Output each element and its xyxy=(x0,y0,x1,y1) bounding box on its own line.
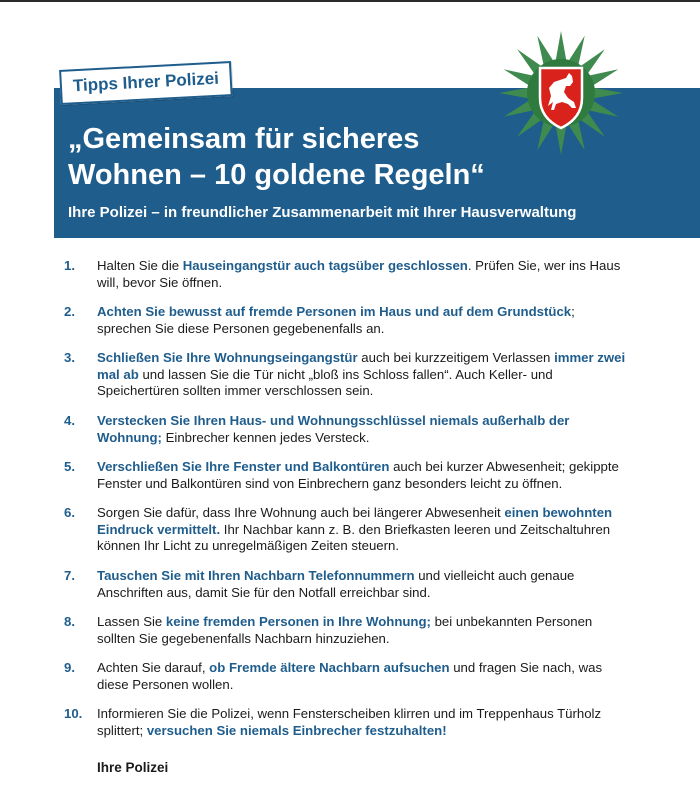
rule-highlight: keine fremden Personen in Ihre Wohnung; xyxy=(165,614,431,629)
rule-plain: und fragen Sie nach, was diese Personen wollen. xyxy=(97,660,603,692)
title-line-1: „Gemeinsam für sicheres xyxy=(68,123,420,155)
rule-plain: Sorgen Sie dafür, dass Ihre Wohnung auch bei längerer Abwesenheit xyxy=(97,505,505,520)
rule-plain: Lassen Sie xyxy=(97,614,166,629)
police-star-horse-emblem-icon xyxy=(496,26,626,156)
rule-text xyxy=(97,505,627,555)
rule-number: 3. xyxy=(64,350,75,365)
rule-number: 8. xyxy=(64,614,75,629)
rule-text xyxy=(97,660,627,693)
rule-text xyxy=(97,304,627,337)
rule-highlight: immer zwei mal ab xyxy=(97,350,626,382)
rule-text xyxy=(97,459,627,492)
rule-plain: . Prüfen Sie, wer ins Haus will, bevor Sie öffnen. xyxy=(97,258,621,290)
rule-plain: Ihr Nachbar kann z. B. den Briefkasten leeren und Zeitschaltuhren können Ihr Licht zu unregelmäßigen Zeiten steuern. xyxy=(97,521,611,553)
rule-number: 9. xyxy=(64,660,75,675)
rule-text xyxy=(97,614,627,647)
rule-highlight: Schließen Sie Ihre Wohnungseingangstür xyxy=(97,350,358,365)
rule-plain: Informieren Sie die Polizei, wenn Fensterscheiben klirren und im Treppenhaus Türholz splittert; xyxy=(97,706,602,738)
rule-number: 2. xyxy=(64,304,75,319)
top-rule xyxy=(0,0,700,2)
rule-number: 4. xyxy=(64,413,75,428)
rule-number: 7. xyxy=(64,568,75,583)
rule-highlight: ob Fremde ältere Nachbarn aufsuchen xyxy=(209,660,450,675)
rule-plain: Halten Sie die xyxy=(97,258,183,273)
rule-highlight: Hauseingangstür auch tagsüber geschlossen xyxy=(182,258,468,273)
rule-number: 5. xyxy=(64,459,75,474)
rule-plain: Einbrecher kennen jedes Versteck. xyxy=(161,429,370,445)
rule-plain: bei unbekannten Personen sollten Sie gegebenenfalls Nachbarn hinzuziehen. xyxy=(97,614,593,646)
rule-highlight: einen bewohnten Eindruck vermittelt. xyxy=(97,505,613,537)
rule-highlight: Achten Sie bewusst auf fremde Personen im Haus und auf dem Grundstück xyxy=(97,304,572,319)
title-line-2: Wohnen – 10 goldene Regeln“ xyxy=(68,159,485,191)
rule-number: 10. xyxy=(64,706,83,721)
tips-tag: Tipps Ihrer Polizei xyxy=(59,61,233,105)
rule-text xyxy=(97,413,627,446)
rule-plain: und vielleicht auch genaue Anschriften aus, damit Sie für den Notfall erreichbar sind. xyxy=(97,568,575,600)
rule-number: 6. xyxy=(64,505,75,520)
rule-highlight: Verschließen Sie Ihre Fenster und Balkontüren xyxy=(97,459,390,474)
rule-plain: Achten Sie darauf, xyxy=(97,660,210,675)
rule-number: 1. xyxy=(64,258,75,273)
rule-plain: auch bei kurzer Abwesenheit; gekippte Fenster und Balkontüren sind von Einbrechern ganz besonders leicht zu öffnen. xyxy=(97,459,619,491)
rule-text xyxy=(97,350,627,400)
rule-text xyxy=(97,258,627,291)
rule-highlight: Verstecken Sie Ihren Haus- und Wohnungsschlüssel niemals außerhalb der Wohnung; xyxy=(97,413,570,445)
rule-highlight: Tauschen Sie mit Ihren Nachbarn Telefonnummern xyxy=(97,568,415,583)
rule-plain: und lassen Sie die Tür nicht „bloß ins Schloss fallen“. Auch Keller- und Speichertüren sollten immer verschlossen sein. xyxy=(97,366,553,398)
page-subtitle: Ihre Polizei – in freundlicher Zusammenarbeit mit Ihrer Hausverwaltung xyxy=(68,204,577,221)
rule-text xyxy=(97,568,627,601)
rule-highlight: versuchen Sie niemals Einbrecher festzuhalten! xyxy=(146,722,447,738)
signature: Ihre Polizei xyxy=(97,760,169,775)
rule-text xyxy=(97,706,627,739)
rule-plain: auch bei kurzzeitigem Verlassen xyxy=(357,350,555,365)
rule-plain: ; sprechen Sie diese Personen gegebenenfalls an. xyxy=(97,304,575,336)
